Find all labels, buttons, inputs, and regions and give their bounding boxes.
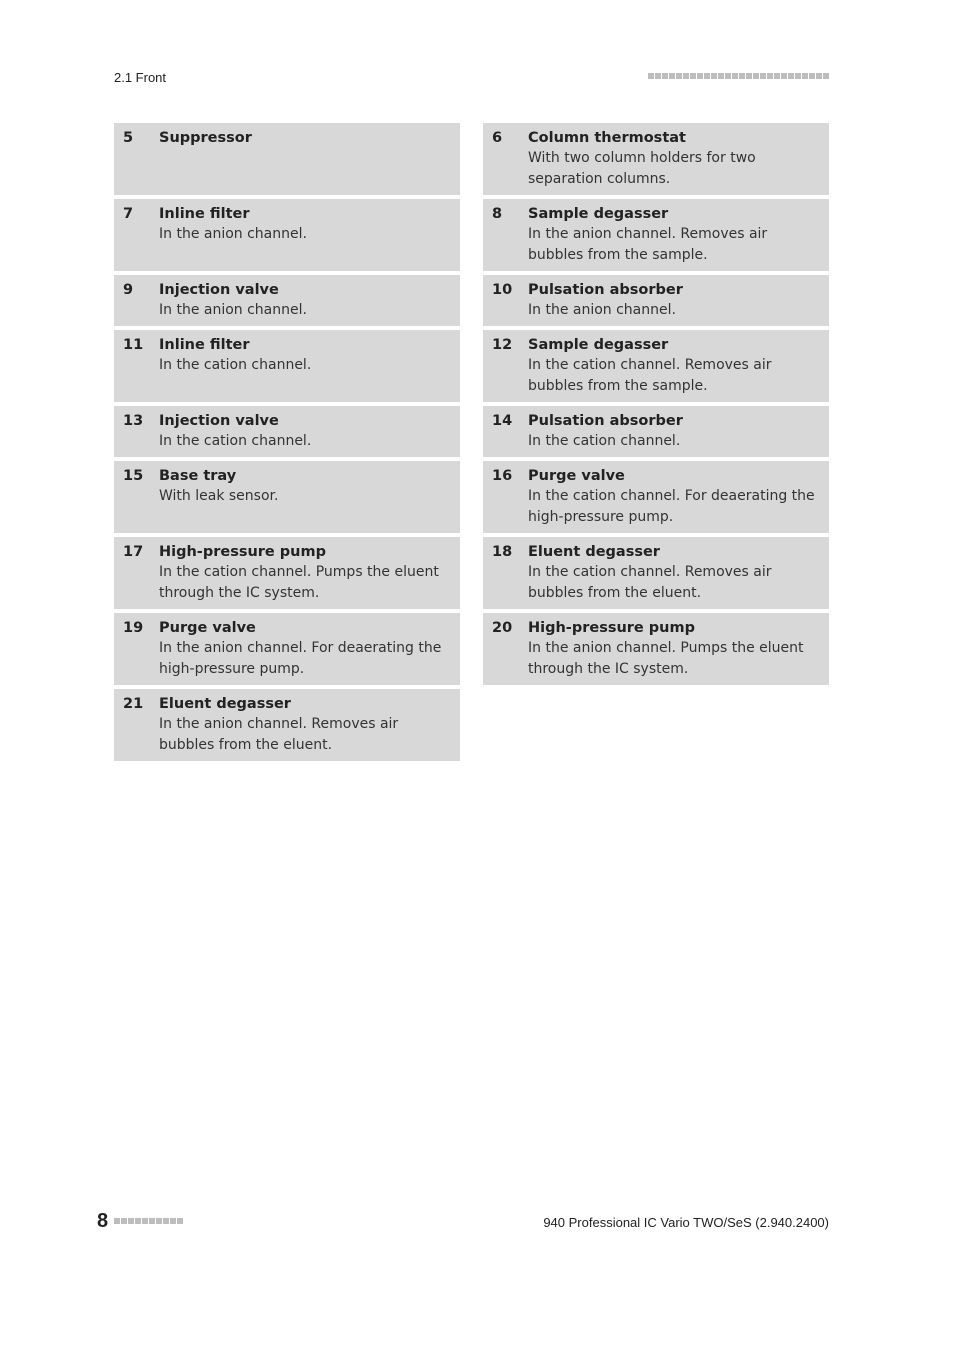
item-number: 14 bbox=[492, 413, 513, 429]
legend-item bbox=[114, 123, 460, 195]
item-title: Pulsation absorber bbox=[528, 282, 683, 298]
item-description: In the anion channel. Removes air bubbles from the eluent. bbox=[159, 716, 399, 753]
page-number: 8 bbox=[97, 1210, 109, 1232]
decoration-square bbox=[760, 73, 766, 79]
legend-item bbox=[483, 461, 829, 533]
decoration-square bbox=[142, 1218, 148, 1224]
legend-item bbox=[114, 199, 460, 271]
decoration-square bbox=[177, 1218, 183, 1224]
item-number: 10 bbox=[492, 282, 513, 298]
item-description: With leak sensor. bbox=[159, 488, 279, 504]
decoration-square bbox=[774, 73, 780, 79]
decoration-square bbox=[788, 73, 794, 79]
item-description: In the anion channel. Pumps the eluent through the IC system. bbox=[528, 640, 804, 677]
item-title: Pulsation absorber bbox=[528, 413, 683, 429]
item-number: 12 bbox=[492, 337, 513, 353]
item-description: In the cation channel. bbox=[528, 433, 681, 449]
item-number: 19 bbox=[123, 620, 144, 636]
item-number: 20 bbox=[492, 620, 513, 636]
item-title: Sample degasser bbox=[528, 337, 669, 353]
item-title: Suppressor bbox=[159, 130, 252, 146]
decoration-square bbox=[114, 1218, 120, 1224]
item-title: Column thermostat bbox=[528, 130, 686, 146]
item-description: In the cation channel. bbox=[159, 357, 312, 373]
item-number: 8 bbox=[492, 206, 503, 222]
legend-item bbox=[114, 330, 460, 402]
item-title: Base tray bbox=[159, 468, 237, 484]
legend-item bbox=[483, 199, 829, 271]
item-title: Purge valve bbox=[528, 468, 625, 484]
item-description: In the anion channel. bbox=[159, 302, 307, 318]
item-number: 6 bbox=[492, 130, 503, 146]
decoration-square bbox=[781, 73, 787, 79]
item-number: 9 bbox=[123, 282, 134, 298]
running-header-section: 2.1 Front bbox=[114, 70, 167, 85]
legend-item bbox=[114, 461, 460, 533]
decoration-square bbox=[683, 73, 689, 79]
legend-item bbox=[483, 275, 829, 326]
decoration-square bbox=[809, 73, 815, 79]
item-number: 17 bbox=[123, 544, 144, 560]
legend-item bbox=[114, 275, 460, 326]
item-description: In the anion channel. For deaerating the high-pressure pump. bbox=[159, 640, 442, 677]
product-name: 940 Professional IC Vario TWO/SeS (2.940.2400) bbox=[543, 1215, 829, 1230]
item-number: 13 bbox=[123, 413, 144, 429]
decoration-square bbox=[767, 73, 773, 79]
decoration-square bbox=[135, 1218, 141, 1224]
item-description: In the cation channel. Pumps the eluent through the IC system. bbox=[159, 564, 439, 601]
item-description: In the anion channel. bbox=[159, 226, 307, 242]
item-title: Eluent degasser bbox=[528, 544, 660, 560]
legend-item bbox=[114, 406, 460, 457]
decoration-square bbox=[121, 1218, 127, 1224]
item-title: Sample degasser bbox=[528, 206, 669, 222]
footer-decoration bbox=[114, 1218, 183, 1224]
legend-item bbox=[483, 123, 829, 195]
item-number: 7 bbox=[123, 206, 134, 222]
item-number: 21 bbox=[123, 696, 144, 712]
item-number: 16 bbox=[492, 468, 513, 484]
decoration-square bbox=[711, 73, 717, 79]
decoration-square bbox=[746, 73, 752, 79]
item-title: High-pressure pump bbox=[159, 544, 326, 560]
decoration-square bbox=[149, 1218, 155, 1224]
legend-item bbox=[483, 330, 829, 402]
item-title: Inline filter bbox=[159, 337, 250, 353]
item-title: Purge valve bbox=[159, 620, 256, 636]
header-decoration bbox=[648, 73, 829, 79]
decoration-square bbox=[725, 73, 731, 79]
item-description: In the anion channel. Removes air bubbles from the sample. bbox=[528, 226, 768, 263]
item-description: In the cation channel. For deaerating the high-pressure pump. bbox=[528, 488, 815, 525]
legend-item bbox=[114, 537, 460, 609]
item-title: Inline filter bbox=[159, 206, 250, 222]
item-title: Injection valve bbox=[159, 282, 279, 298]
item-number: 11 bbox=[123, 337, 144, 353]
decoration-square bbox=[753, 73, 759, 79]
decoration-square bbox=[163, 1218, 169, 1224]
item-description: In the cation channel. Removes air bubbles from the sample. bbox=[528, 357, 772, 394]
item-title: Injection valve bbox=[159, 413, 279, 429]
legend-grid bbox=[114, 123, 829, 761]
decoration-square bbox=[704, 73, 710, 79]
decoration-square bbox=[156, 1218, 162, 1224]
decoration-square bbox=[795, 73, 801, 79]
decoration-square bbox=[802, 73, 808, 79]
decoration-square bbox=[170, 1218, 176, 1224]
decoration-square bbox=[739, 73, 745, 79]
decoration-square bbox=[816, 73, 822, 79]
decoration-square bbox=[669, 73, 675, 79]
item-number: 18 bbox=[492, 544, 513, 560]
decoration-square bbox=[718, 73, 724, 79]
item-title: High-pressure pump bbox=[528, 620, 695, 636]
decoration-square bbox=[662, 73, 668, 79]
item-description: With two column holders for two separation columns. bbox=[528, 150, 756, 187]
decoration-square bbox=[655, 73, 661, 79]
legend-item bbox=[114, 613, 460, 685]
decoration-square bbox=[648, 73, 654, 79]
item-description: In the anion channel. bbox=[528, 302, 676, 318]
item-number: 15 bbox=[123, 468, 144, 484]
legend-item bbox=[114, 689, 460, 761]
decoration-square bbox=[128, 1218, 134, 1224]
item-number: 5 bbox=[123, 130, 134, 146]
item-description: In the cation channel. Removes air bubbles from the eluent. bbox=[528, 564, 772, 601]
decoration-square bbox=[823, 73, 829, 79]
item-description: In the cation channel. bbox=[159, 433, 312, 449]
item-title: Eluent degasser bbox=[159, 696, 291, 712]
decoration-square bbox=[690, 73, 696, 79]
decoration-square bbox=[676, 73, 682, 79]
legend-item bbox=[483, 537, 829, 609]
legend-item bbox=[483, 613, 829, 685]
decoration-square bbox=[732, 73, 738, 79]
decoration-square bbox=[697, 73, 703, 79]
legend-item bbox=[483, 406, 829, 457]
